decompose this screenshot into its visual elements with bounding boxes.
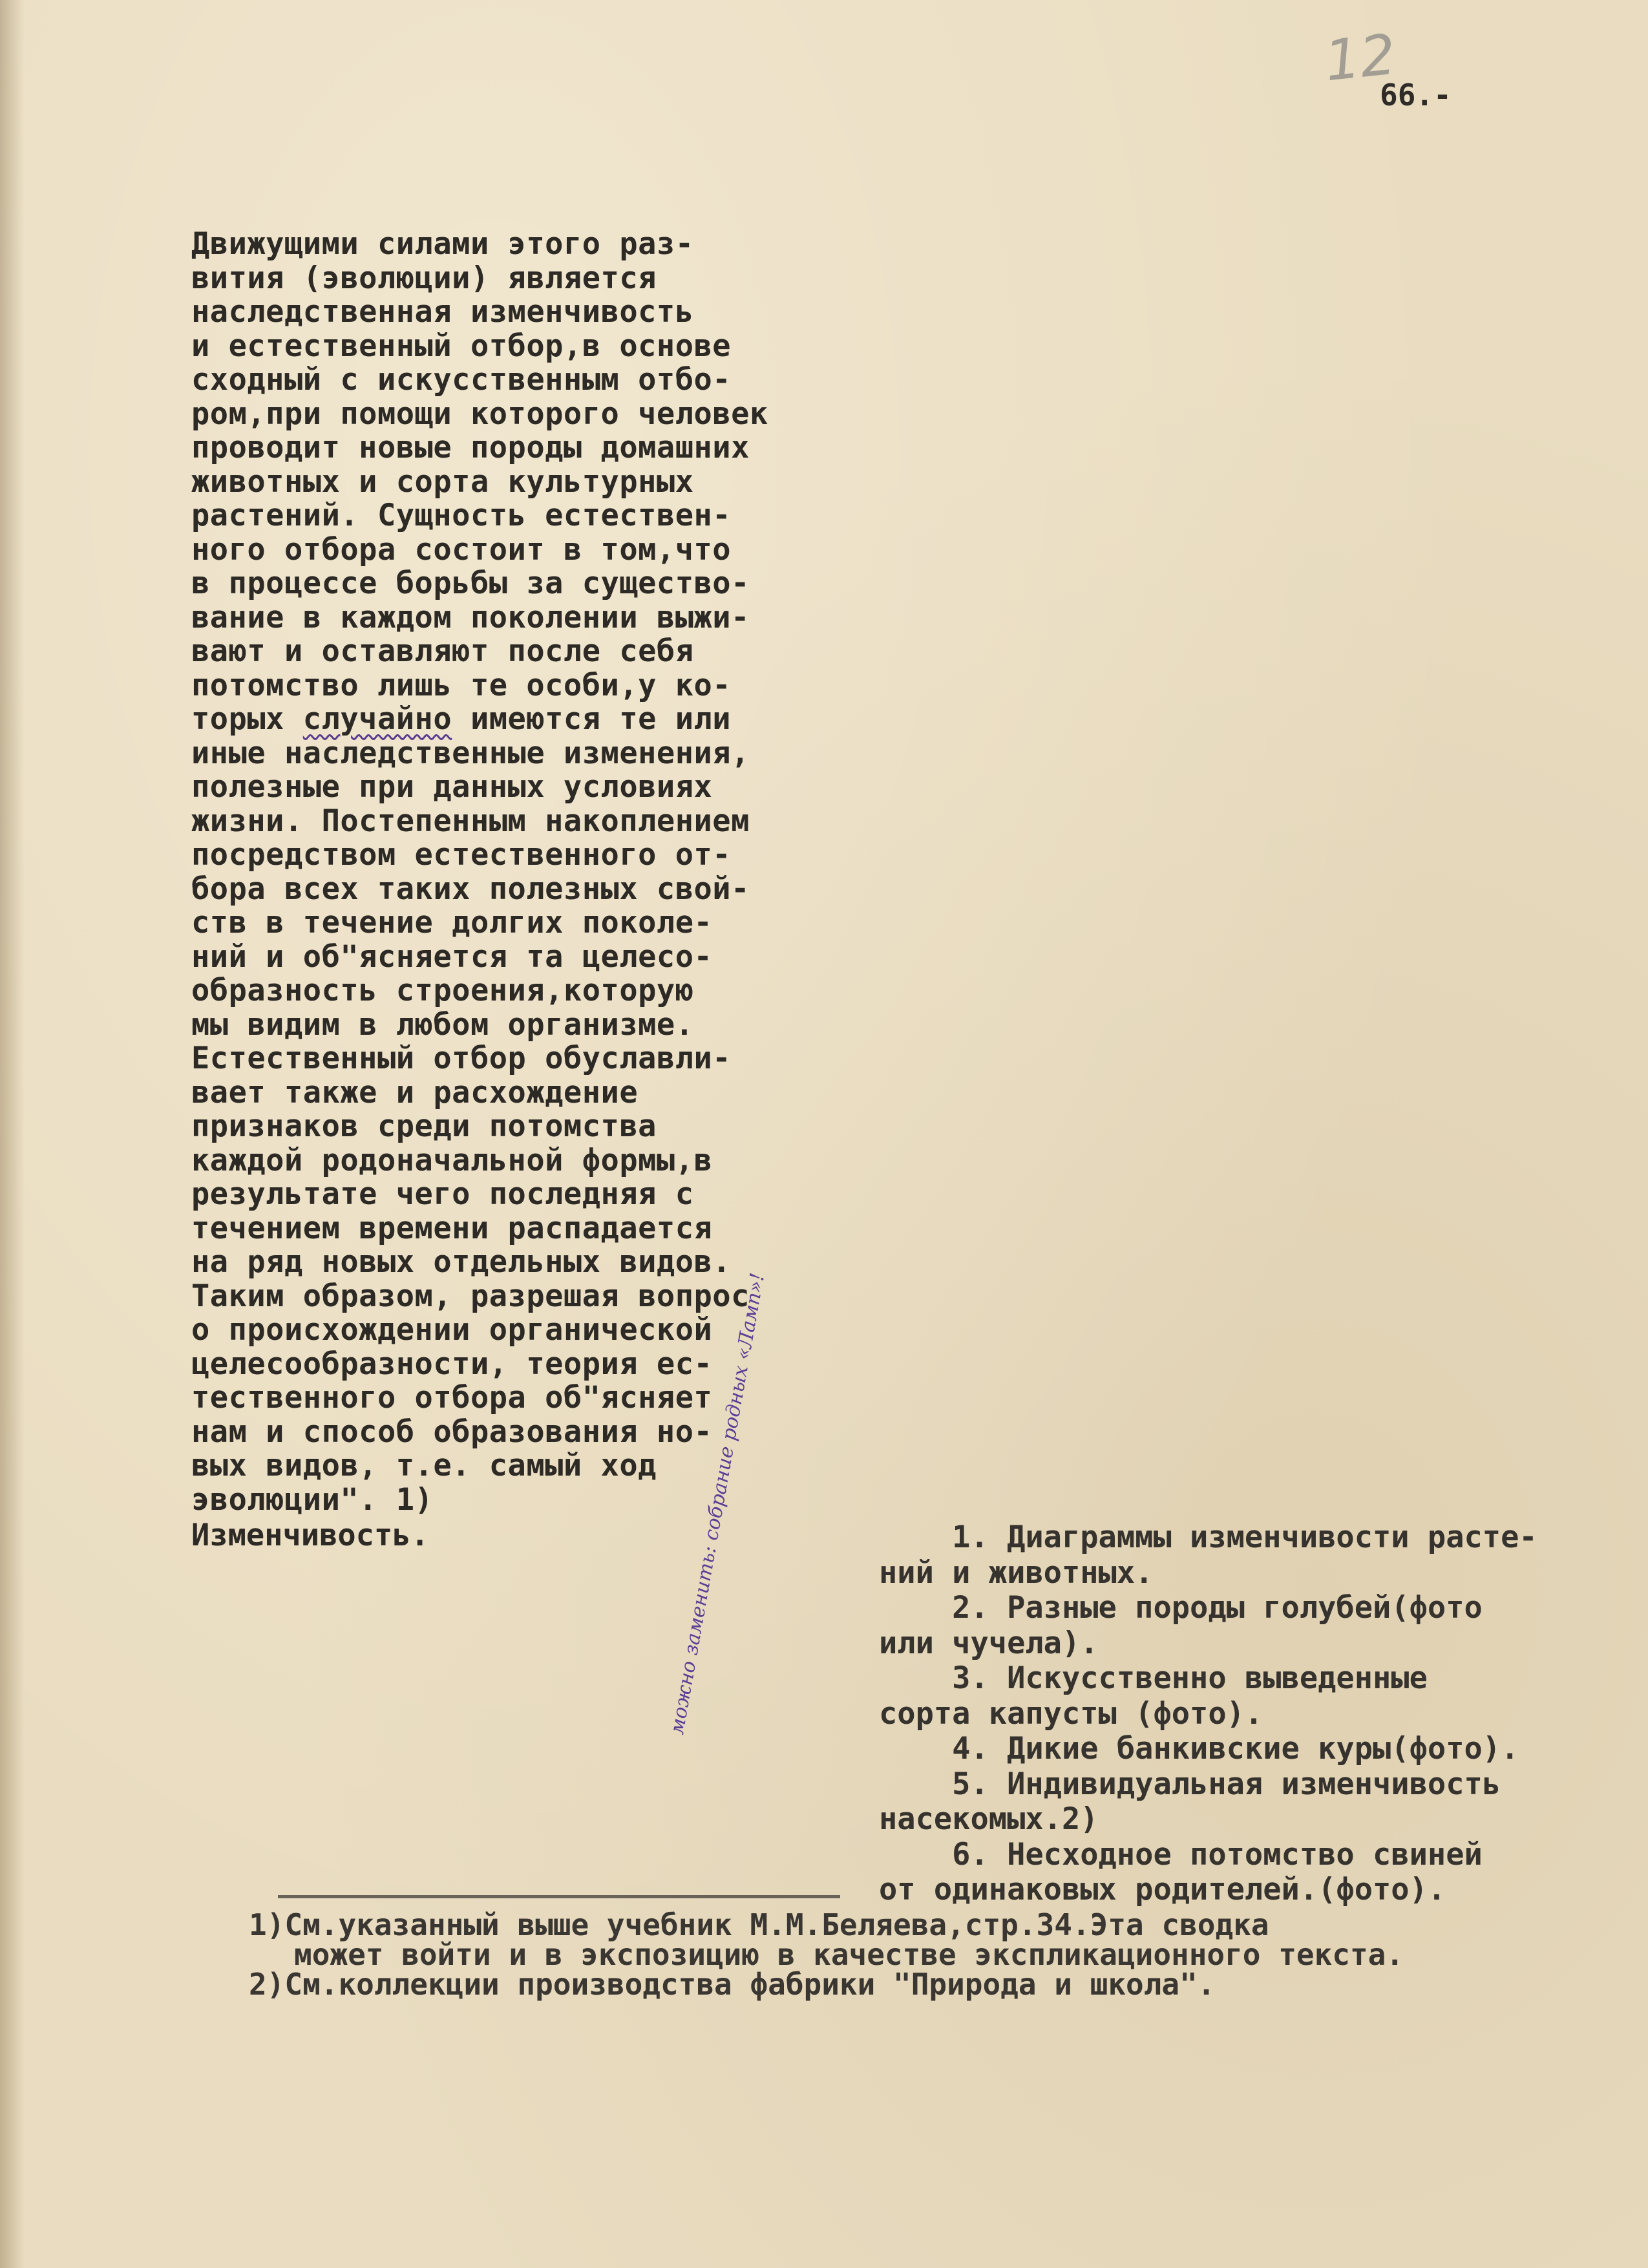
exhibit-line: 1. Диаграммы изменчивости расте- — [879, 1520, 1537, 1555]
text-line: тественного отбора об"ясняет — [191, 1380, 713, 1415]
text-line: иные наследственные изменения, — [191, 735, 750, 771]
text-line: Движущими силами этого раз- — [191, 226, 694, 262]
text-line: нам и способ образования но- — [191, 1414, 713, 1450]
text-line: посредством естественного от- — [191, 837, 732, 873]
exhibit-line: от одинаковых родителей.(фото). — [879, 1872, 1446, 1907]
text-line: наследственная изменчивость — [191, 294, 694, 330]
text-line: вых видов, т.е. самый ход — [191, 1448, 657, 1483]
text-line: сходный с искусственным отбо- — [191, 362, 732, 397]
text-line: вает также и расхождение — [191, 1074, 639, 1110]
text-line: ром,при помощи которого человек — [191, 396, 768, 432]
underlined-word: случайно — [302, 701, 452, 737]
footnotes — [249, 1907, 1638, 2002]
section-heading: Изменчивость. — [191, 1518, 429, 1553]
text-line: мы видим в любом организме. — [191, 1006, 694, 1043]
footnote-line: 2)См.коллекции производства фабрики "Природа и школа". — [249, 1967, 1216, 2002]
text-line: вития (эволюции) является — [191, 260, 657, 296]
text-line: ний и об"ясняется та целесо- — [191, 938, 713, 975]
text-line: эволюции". 1) — [191, 1481, 434, 1518]
text-line: образность строения,которую — [191, 973, 694, 1008]
exhibit-line: ний и животных. — [879, 1554, 1154, 1591]
exhibit-line: 6. Несходное потомство свиней — [879, 1836, 1483, 1872]
exhibit-line: 4. Дикие банкивские куры(фото). — [879, 1731, 1519, 1766]
text-line: течением времени распадается — [191, 1210, 713, 1246]
exhibit-line: 3. Искусственно выведенные — [879, 1660, 1428, 1696]
text-fragment: торых — [191, 701, 303, 737]
text-line: ного отбора состоит в том,что — [191, 531, 732, 567]
page-edge-shadow — [0, 0, 25, 2268]
text-fragment: имеются те или — [452, 701, 732, 737]
text-line: вают и оставляют после себя — [191, 633, 694, 669]
exhibit-line: насекомых.2) — [879, 1801, 1099, 1837]
exhibit-list — [879, 1520, 1642, 1908]
footnote-line: может войти и в экспозицию в качестве экспликационного текста. — [294, 1937, 1404, 1972]
archive-pencil-number: 12 — [1322, 22, 1399, 94]
text-line: бора всех таких полезных свой- — [191, 871, 750, 907]
text-line: полезные при данных условиях — [191, 769, 713, 805]
text-line: в процессе борьбы за существо- — [191, 566, 750, 601]
main-paragraph — [191, 228, 915, 1517]
text-line: результате чего последняя с — [191, 1176, 694, 1212]
text-line: потомство лишь те особи,у ко- — [191, 667, 732, 703]
text-line: жизни. Постепенным накоплением — [191, 803, 750, 839]
exhibit-line: 5. Индивидуальная изменчивость — [879, 1766, 1501, 1802]
text-line: вание в каждом поколении выжи- — [191, 599, 750, 635]
text-line: Естественный отбор обуславли- — [191, 1041, 732, 1076]
text-line: целесообразности, теория ес- — [191, 1346, 713, 1382]
page-number: 66.- — [1380, 78, 1452, 112]
text-line: животных и сорта культурных — [191, 463, 694, 500]
text-line: ств в течение долгих поколе- — [191, 905, 713, 940]
footnote-divider — [278, 1895, 840, 1898]
text-line: и естественный отбор,в основе — [191, 328, 732, 364]
text-line-underlined — [191, 703, 915, 737]
exhibit-line: 2. Разные породы голубей(фото — [879, 1590, 1483, 1626]
exhibit-line: или чучела). — [879, 1625, 1099, 1661]
text-line: Таким образом, разрешая вопрос — [191, 1278, 750, 1314]
footnote-line: 1)См.указанный выше учебник М.М.Беляева,стр.34.Эта сводка — [249, 1907, 1269, 1942]
handwritten-margin-note: можно заменить: собрание родных «Ламп»! — [666, 1271, 770, 1737]
text-line: о происхождении органической — [191, 1312, 713, 1348]
text-line: проводит новые породы домашних — [191, 430, 750, 465]
text-line: каждой родоначальной формы,в — [191, 1142, 713, 1178]
text-line: признаков среди потомства — [191, 1108, 657, 1144]
exhibit-line: сорта капусты (фото). — [879, 1695, 1263, 1732]
text-line: на ряд новых отдельных видов. — [191, 1244, 732, 1280]
text-line: растений. Сущность естествен- — [191, 498, 732, 533]
